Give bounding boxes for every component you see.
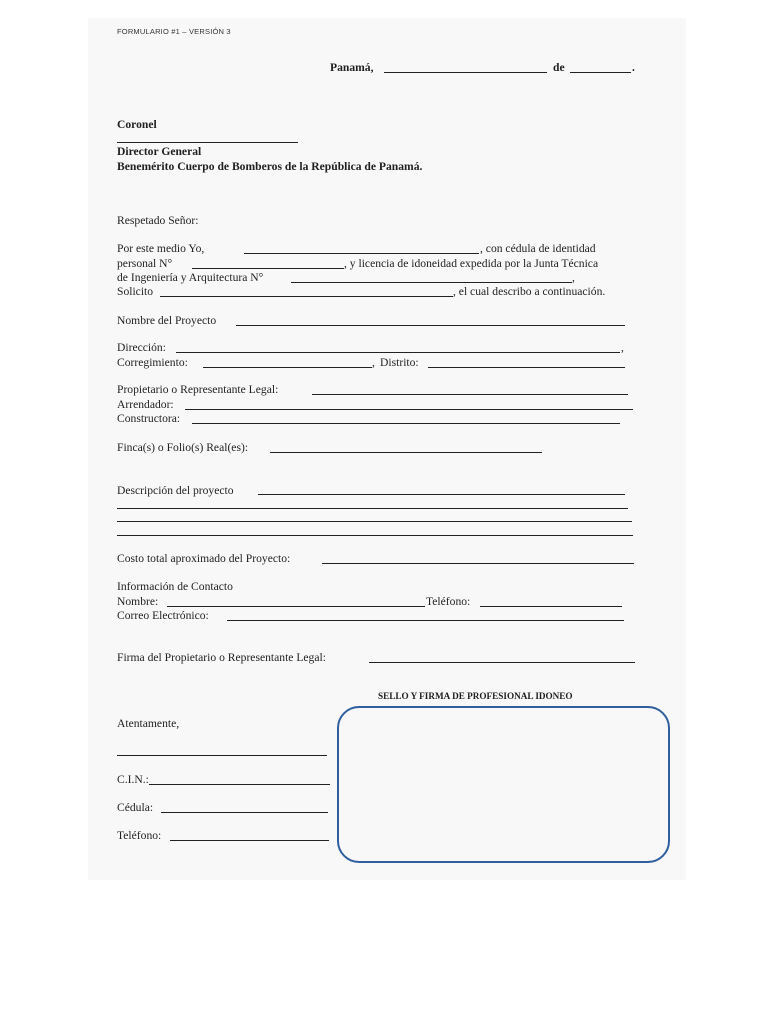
district-separator: , xyxy=(372,356,375,369)
body-line-4-start: Solicito xyxy=(117,285,154,298)
id-number-line[interactable] xyxy=(192,268,344,269)
cost-label: Costo total aproximado del Proyecto: xyxy=(117,552,291,565)
stamp-title: SELLO Y FIRMA DE PROFESIONAL IDONEO xyxy=(378,691,573,701)
phone-label: Teléfono: xyxy=(117,829,162,842)
addressee-institution: Benemérito Cuerpo de Bomberos de la República de Panamá. xyxy=(117,160,423,173)
cedula-label: Cédula: xyxy=(117,801,154,814)
contact-name-line[interactable] xyxy=(167,606,425,607)
lessee-label: Arrendador: xyxy=(117,398,174,411)
closing-signature-line[interactable] xyxy=(117,755,327,756)
property-line[interactable] xyxy=(270,452,542,453)
lessee-line[interactable] xyxy=(185,409,633,410)
project-name-label: Nombre del Proyecto xyxy=(117,314,217,327)
cost-line[interactable] xyxy=(322,563,634,564)
body-line-3-end: , xyxy=(572,271,575,284)
salutation: Respetado Señor: xyxy=(117,214,199,227)
owner-label: Propietario o Representante Legal: xyxy=(117,383,279,396)
description-line-2[interactable] xyxy=(117,508,628,509)
body-line-1-start: Por este medio Yo, xyxy=(117,242,205,255)
description-label: Descripción del proyecto xyxy=(117,484,234,497)
address-comma: , xyxy=(621,341,624,354)
body-line-1-end: , con cédula de identidad xyxy=(480,242,596,255)
de-label: de xyxy=(553,61,565,74)
builder-line[interactable] xyxy=(192,423,620,424)
district-line[interactable] xyxy=(428,367,625,368)
year-blank-line[interactable] xyxy=(570,72,631,73)
builder-label: Constructora: xyxy=(117,412,181,425)
owner-line[interactable] xyxy=(312,394,628,395)
description-line-4[interactable] xyxy=(117,535,633,536)
body-line-2-start: personal N° xyxy=(117,257,173,270)
contact-phone-label: Teléfono: xyxy=(426,595,471,608)
form-version-header: FORMULARIO #1 – VERSIÓN 3 xyxy=(117,27,231,36)
contact-email-line[interactable] xyxy=(227,620,624,621)
body-line-3-start: de Ingeniería y Arquitectura N° xyxy=(117,271,264,284)
city-label: Panamá, xyxy=(330,61,374,74)
cin-line[interactable] xyxy=(149,784,330,785)
description-line-3[interactable] xyxy=(117,521,632,522)
signature-label: Firma del Propietario o Representante Legal: xyxy=(117,651,326,664)
license-number-line[interactable] xyxy=(291,282,572,283)
addressee-name-line[interactable] xyxy=(117,142,298,143)
contact-name-label: Nombre: xyxy=(117,595,159,608)
description-line-1[interactable] xyxy=(258,494,625,495)
professional-stamp-box[interactable] xyxy=(337,706,670,863)
cin-label: C.I.N.: xyxy=(117,773,149,786)
closing-regards: Atentamente, xyxy=(117,717,180,730)
day-blank-line[interactable] xyxy=(384,72,547,73)
district-label: Distrito: xyxy=(380,356,419,369)
declarant-name-line[interactable] xyxy=(244,253,479,254)
property-label: Finca(s) o Folio(s) Real(es): xyxy=(117,441,249,454)
signature-line[interactable] xyxy=(369,662,635,663)
contact-phone-line[interactable] xyxy=(480,606,622,607)
address-label: Dirección: xyxy=(117,341,166,354)
phone-line[interactable] xyxy=(170,840,329,841)
body-line-2-end: , y licencia de idoneidad expedida por la Junta Técnica xyxy=(344,257,599,270)
township-label: Corregimiento: xyxy=(117,356,188,369)
township-line[interactable] xyxy=(203,367,372,368)
contact-email-label: Correo Electrónico: xyxy=(117,609,209,622)
cedula-line[interactable] xyxy=(161,812,328,813)
addressee-rank: Coronel xyxy=(117,118,157,131)
request-line[interactable] xyxy=(160,296,453,297)
project-name-line[interactable] xyxy=(236,325,625,326)
address-line[interactable] xyxy=(176,352,620,353)
body-line-4-end: , el cual describo a continuación. xyxy=(453,285,606,298)
addressee-position: Director General xyxy=(117,145,202,158)
contact-title: Información de Contacto xyxy=(117,580,233,593)
date-period: . xyxy=(632,61,635,74)
